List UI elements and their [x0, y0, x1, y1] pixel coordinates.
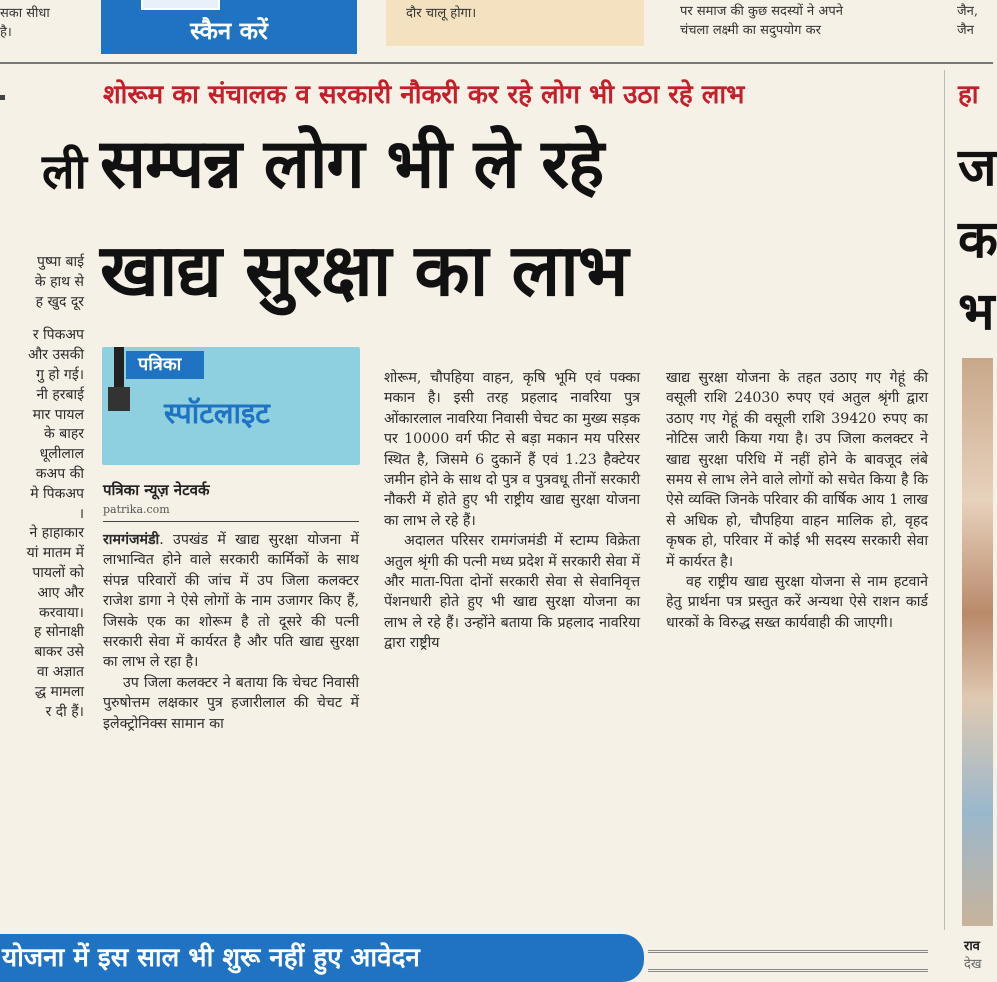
site-url: patrika.com: [103, 503, 170, 516]
right-headline-fragment: ज क भ: [958, 138, 997, 342]
bottom-banner-rules: [648, 950, 928, 972]
right-divider: [944, 70, 945, 930]
byline-rule: [103, 521, 359, 522]
scan-label: स्कैन करें: [190, 17, 268, 45]
right-photo: [962, 358, 993, 926]
article-column-1: रामगंजमंडी. उपखंड में खाद्य सुरक्षा योजना में लाभान्वित होने वाले सरकारी कार्मिकों के साथ संपन्न परिवारों की जांच में उप जिला कलक्टर राजेश डागा ने ऐसे लोगों के नाम उजागर किए हैं, जिसके एक का शोरूम है तो दूसरे की पत्नी सरकारी सेवा में कार्यरत है और पति खाद्य सुरक्षा का लाभ ले रहा है। उप जिला कलक्टर ने बताया कि चेचट निवासी पुरुषोत्तम लक्षकार पुत्र हजारीलाल की चेचट में इलेक्ट्रोनिक्स सामान का: [103, 532, 359, 732]
article-kicker: शोरूम का संचालक व सरकारी नौकरी कर रहे लोग भी उठा रहे लाभ: [103, 80, 745, 110]
top-mid-box: दौर चालू होगा।: [386, 0, 644, 46]
top-far-right-snippet: जैन, जैन: [957, 4, 978, 38]
bottom-banner: [0, 934, 644, 982]
spotlight-logo: [102, 347, 360, 465]
right-caption-fragment: राव देख: [964, 939, 982, 972]
top-rule: [0, 62, 993, 64]
qr-frame: [141, 0, 220, 10]
headline-line-2: खाद्य सुरक्षा का लाभ: [100, 228, 628, 312]
top-right-snippet: पर समाज की कुछ सदस्यों ने अपने चंचला लक्ष्मी का सदुपयोग कर: [680, 4, 843, 38]
bottom-banner-title: योजना में इस साल भी शुरू नहीं हुए आवेदन: [2, 943, 420, 973]
left-dot: [0, 95, 5, 100]
top-left-snippet: सका सीधा है।: [0, 6, 50, 40]
left-column-fragment: पुष्पा बाई के हाथ से ह खुद दूर र पिकअप और उसकी गु हो गई। नी हरबाई मार पायल के बाहर धूलीलाल कअप की मे पिकअप । ने हाहाकार यां मातम में पायलों को आए और करवाया। ह सोनाक्षी बाकर उसे वा अज्ञात द्ध मामला र दी हैं।: [26, 254, 84, 720]
dateline: रामगंजमंडी: [103, 532, 160, 548]
spotlight-label: स्पॉटलाइट: [164, 396, 270, 430]
right-kicker-fragment: हा: [958, 80, 979, 110]
qr-scan-box: [101, 0, 357, 54]
left-headline-fragment: ली: [42, 144, 86, 200]
byline: पत्रिका न्यूज़ नेटवर्क: [103, 481, 210, 499]
article-column-3: खाद्य सुरक्षा योजना के तहत उठाए गए गेहूं की वसूली राशि 24030 रुपए एवं अतुल श्रृंगी द्वारा उठाए गए गेहूं की वसूली राशि 39420 रुपए का नोटिस जारी किया गया है। उप जिला कलक्टर ने खाद्य सुरक्षा परिधि में नहीं होने के बावजूद लंबे समय से लाभ लेने वाले लोगों को सचेत किया है कि ऐसे व्यक्ति जिनके परिवार की वार्षिक आय 1 लाख से अधिक हो, चौपहिया वाहन मालिक हो, वृहद कृषक हो, परिवार में कोई भी सदस्य सरकारी सेवा में कार्यरत है। वह राष्ट्रीय खाद्य सुरक्षा योजना से नाम हटवाने हेतु प्रार्थना पत्र प्रस्तुत करें अन्यथा ऐसे राशन कार्ड धारकों के विरुद्ध सख्त कार्यवाही की जाएगी।: [666, 370, 928, 631]
article-column-2: शोरूम, चौपहिया वाहन, कृषि भूमि एवं पक्का मकान है। इसी तरह प्रहलाद नावरिया पुत्र ओंकारलाल नावरिया निवासी चेचट का मुख्य सड़क पर 10000 वर्ग फीट से बड़ा मकान मय परिसर स्थित है, जिसमे 6 दुकानें हैं एवं 1.23 हैक्टेयर जमीन होने के साथ दो पुत्र व पुत्रवधू तीनों सरकारी नौकरी में होते हुए भी राष्ट्रीय खाद्य सुरक्षा योजना का लाभ ले रहे हैं। अदालत परिसर रामगंजमंडी में स्टाम्प विक्रेता अतुल श्रृंगी की पत्नी मध्य प्रदेश में सरकारी सेवा में और माता-पिता दोनों सरकारी सेवा से सेवानिवृत्त पेंशनधारी होते हुए भी खाद्य सुरक्षा योजना का लाभ ले रहे हैं। उन्होंने बताया कि प्रहलाद नावरिया द्वारा राष्ट्रीय: [384, 370, 640, 652]
spotlight-brand: पत्रिका: [126, 351, 204, 379]
headline-line-1: सम्पन्न लोग भी ले रहे: [100, 125, 604, 204]
